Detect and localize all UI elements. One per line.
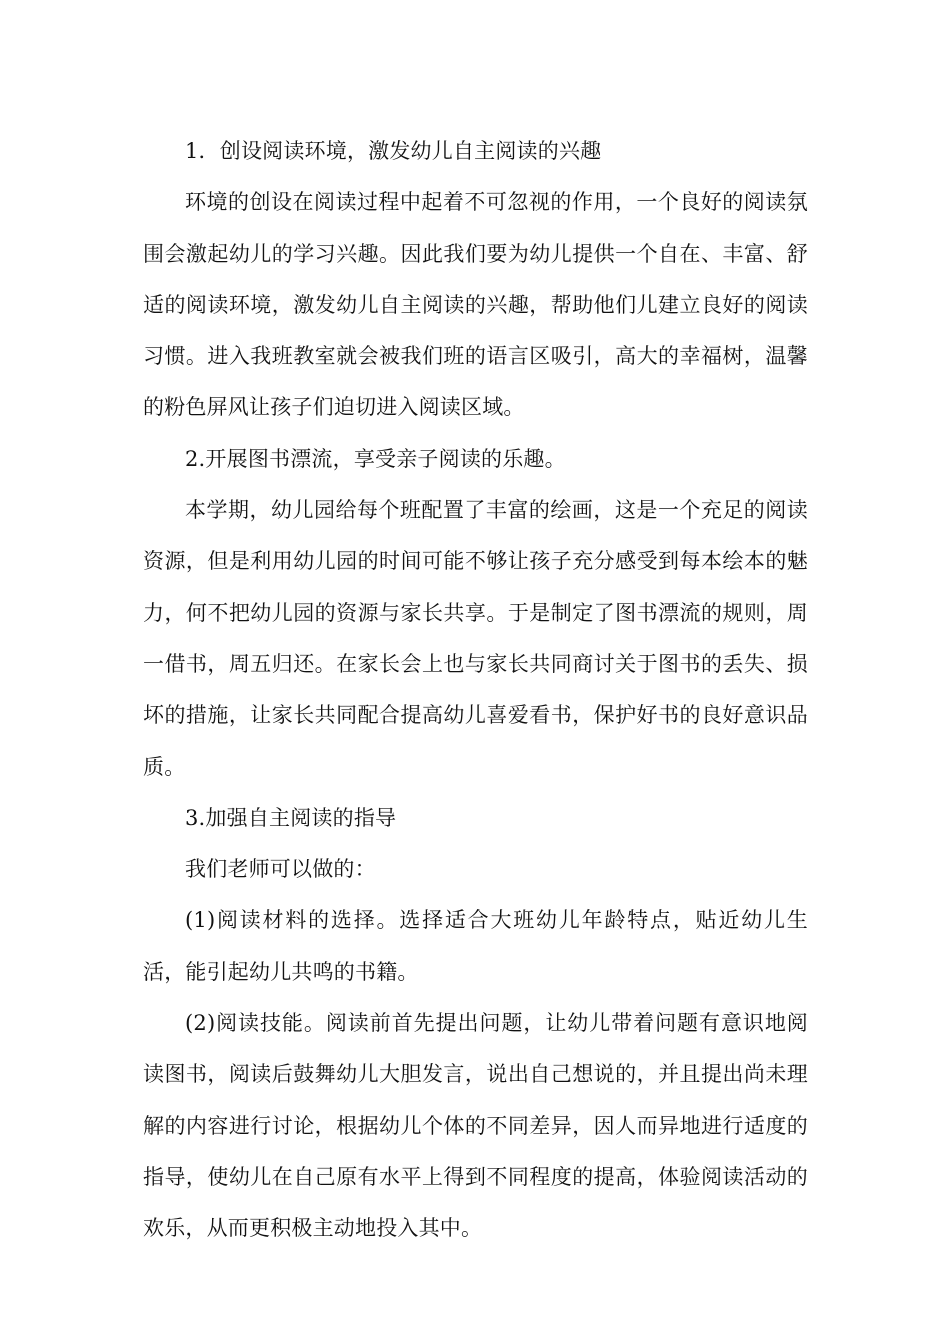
paragraph-reading-environment: 环境的创设在阅读过程中起着不可忽视的作用，一个良好的阅读氛围会激起幼儿的学习兴趣。因此我们要为幼儿提供一个自在、丰富、舒适的阅读环境，激发幼儿自主阅读的兴趣，帮助他们儿建立良好的阅读习惯。进入我班教室就会被我们班的语言区吸引，高大的幸福树，温馨的粉色屏风让孩子们迫切进入阅读区域。 xyxy=(143,190,808,420)
paragraph-material-selection: (1)阅读材料的选择。选择适合大班幼儿年龄特点，贴近幼儿生活，能引起幼儿共鸣的书籍。 xyxy=(143,908,808,984)
paragraph-book-drifting: 本学期，幼儿园给每个班配置了丰富的绘画，这是一个充足的阅读资源，但是利用幼儿园的时间可能不够让孩子充分感受到每本绘本的魅力，何不把幼儿园的资源与家长共享。于是制定了图书漂流的规则，周一借书，周五归还。在家长会上也与家长共同商讨关于图书的丢失、损坏的措施，让家长共同配合提高幼儿喜爱看书，保护好书的良好意识品质。 xyxy=(143,498,808,779)
section-heading-3: 3.加强自主阅读的指导 xyxy=(185,805,397,830)
document-body xyxy=(143,126,808,1255)
section-heading-1: 1．创设阅读环境，激发幼儿自主阅读的兴趣 xyxy=(185,139,602,163)
paragraph-teacher-intro: 我们老师可以做的： xyxy=(185,857,376,882)
section-heading-2: 2.开展图书漂流，享受亲子阅读的乐趣。 xyxy=(185,446,566,471)
paragraph-reading-skills: (2)阅读技能。阅读前首先提出问题，让幼儿带着问题有意识地阅读图书，阅读后鼓舞幼儿大胆发言，说出自己想说的，并且提出尚未理解的内容进行讨论，根据幼儿个体的不同差异，因人而异地进行适度的指导，使幼儿在自己原有水平上得到不同程度的提高，体验阅读活动的欢乐，从而更积极主动地投入其中。 xyxy=(143,1011,808,1241)
